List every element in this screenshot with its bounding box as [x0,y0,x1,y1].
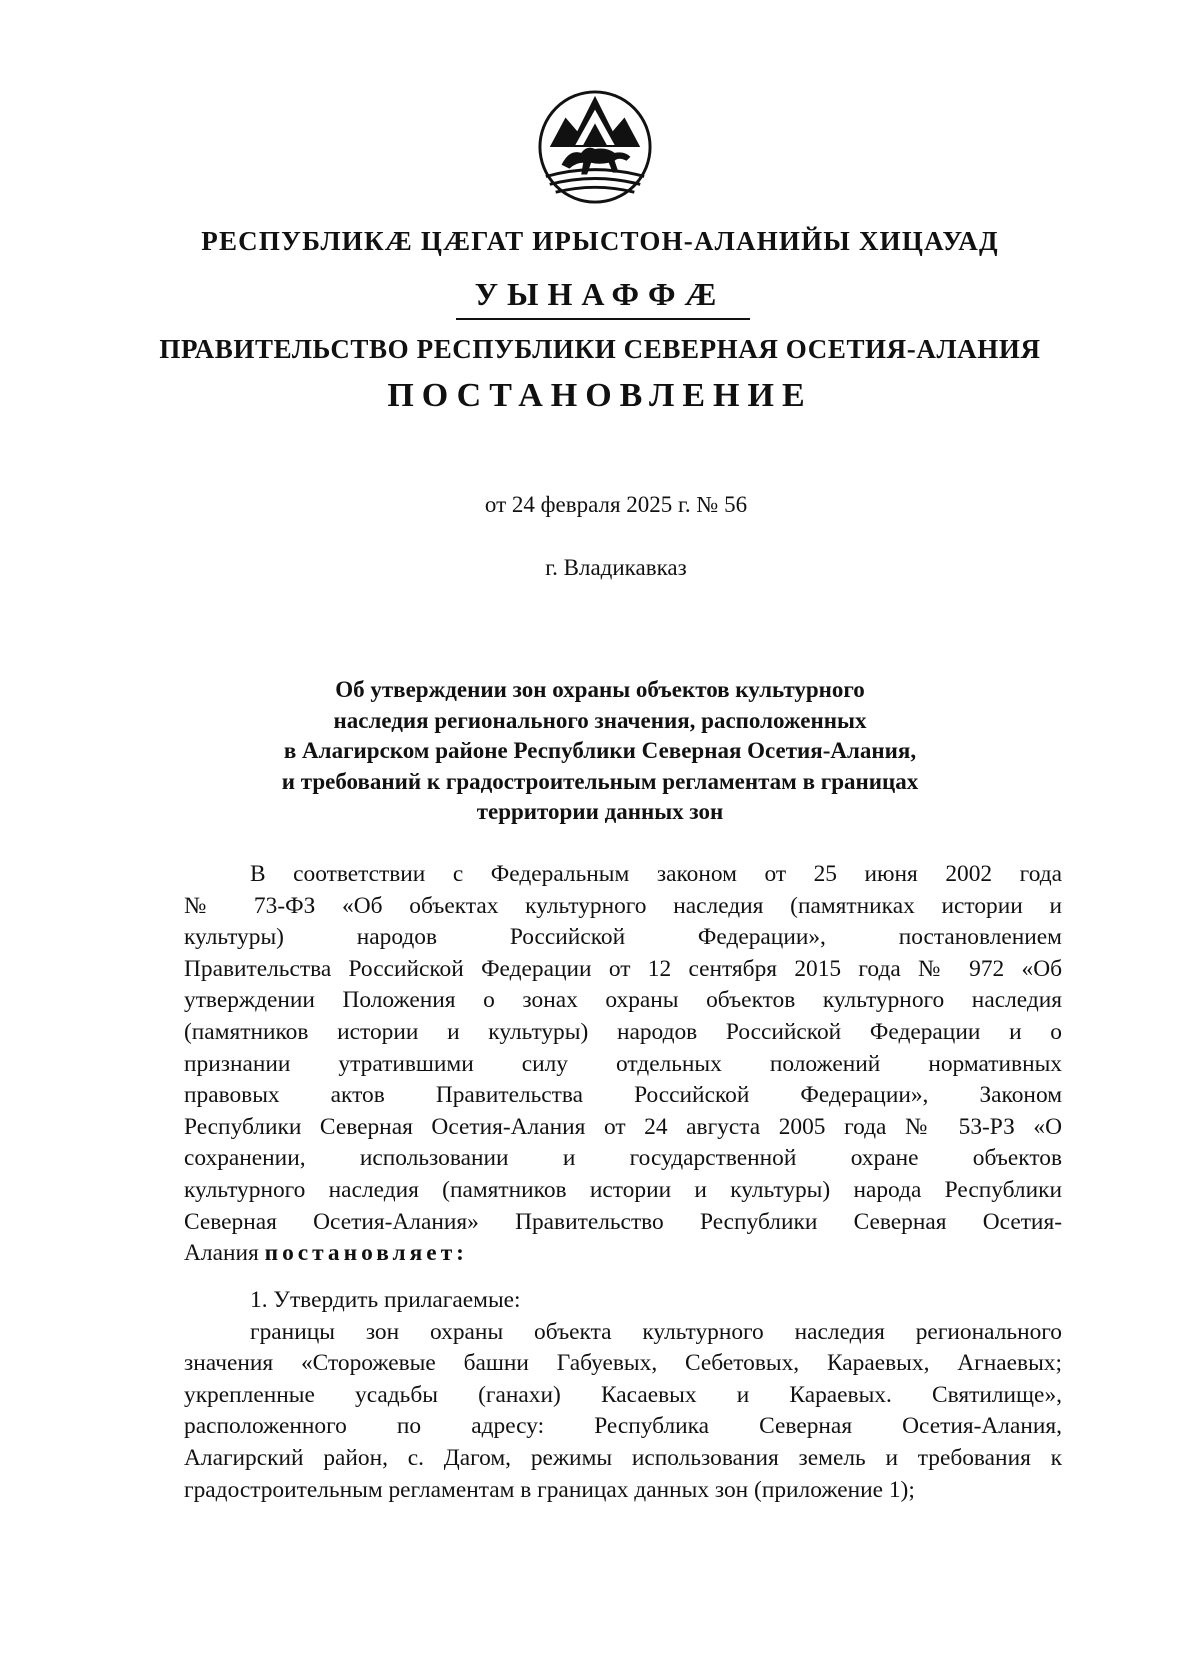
decree-date-number: от 24 февраля 2025 г. № 56 [484,492,748,517]
ossetian-government-title: РЕСПУБЛИКÆ ЦÆГАТ ИРЫСТОН-АЛАНИЙЫ ХИЦАУАД [201,226,999,256]
russian-government-title: ПРАВИТЕЛЬСТВО РЕСПУБЛИКИ СЕВЕРНАЯ ОСЕТИЯ-АЛАНИЯ [159,334,1041,364]
body-line: правовых актов Правительства Российской Федерации», Законом [184,1082,1062,1109]
subject-line: наследия регионального значения, расположенных [333,707,867,733]
body-line-final [184,1238,1062,1270]
body-line: расположенного по адресу: Республика Северная Осетия-Алания, [184,1413,1062,1440]
resolves-word: постановляет: [264,1240,468,1267]
preamble-paragraph [184,859,1062,1270]
body-line: укрепленные усадьбы (ганахи) Касаевых и Караевых. Святилище», [184,1381,1062,1408]
subject-line: и требований к градостроительным регламентам в границах [281,768,919,794]
point-1-heading: 1. Утвердить прилагаемые: [250,1287,521,1313]
body-line: признании утратившими силу отдельных положений нормативных [184,1050,1062,1077]
body-line: Правительства Российской Федерации от 12 сентября 2015 года № 972 «Об [184,955,1062,982]
body-line: значения «Сторожевые башни Габуевых, Себетовых, Караевых, Агнаевых; [184,1350,1062,1377]
header-divider [456,318,750,320]
subject-line: территории данных зон [476,799,724,824]
body-line: В соответствии с Федеральным законом от 25 июня 2002 года [250,861,1062,887]
body-line: Республики Северная Осетия-Алания от 24 августа 2005 года № 53-РЗ «О [184,1113,1062,1140]
decree-subject [0,675,1200,828]
body-line: утверждении Положения о зонах охраны объектов культурного наследия [184,987,1062,1014]
body-line-prefix: Алания [184,1240,265,1267]
body-line: (памятников истории и культуры) народов Российской Федерации и о [184,1018,1062,1045]
body-line: Северная Осетия-Алания» Правительство Республики Северная Осетия- [184,1208,1062,1235]
subject-line: Об утверждении зон охраны объектов культурного [335,677,865,702]
body-line: культуры) народов Российской Федерации», постановлением [184,924,1062,951]
coat-of-arms-emblem [536,88,654,206]
point-1-section [184,1285,1062,1506]
body-line: градостроительным регламентам в границах данных зон (приложение 1); [184,1476,915,1503]
subject-line: в Алагирском районе Республики Северная Осетия-Алания, [283,738,917,763]
russian-decree-title: ПОСТАНОВЛЕНИЕ [387,377,813,414]
body-line: № 73-ФЗ «Об объектах культурного наследия (памятниках истории и [184,892,1062,919]
body-line: сохранении, использовании и государственной охране объектов [184,1145,1062,1172]
decree-city: г. Владикавказ [545,555,687,580]
body-line: Алагирский район, с. Дагом, режимы использования земель и требования к [184,1444,1062,1471]
body-line: культурного наследия (памятников истории и культуры) народа Республики [184,1176,1062,1203]
body-line: границы зон охраны объекта культурного наследия регионального [250,1318,1062,1345]
ossetian-decree-title: УЫНАФФÆ [474,276,726,312]
